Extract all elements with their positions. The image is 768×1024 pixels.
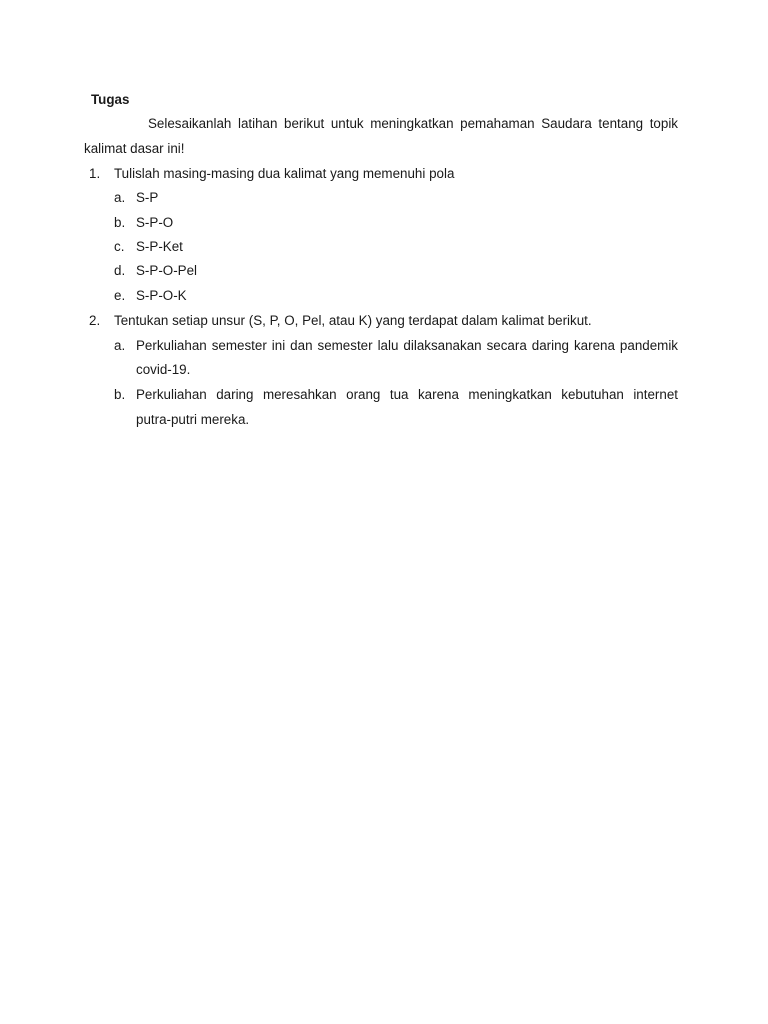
q1-item-b-text: S-P-O [136, 215, 174, 230]
q2-text: Tentukan setiap unsur (S, P, O, Pel, atau K) yang terdapat dalam kalimat berikut. [114, 313, 592, 328]
q2-item-a-line-1: Perkuliahan semester ini dan semester lalu dilaksanakan secara daring karena pandemik [136, 338, 678, 353]
q1-number: 1. [89, 166, 101, 181]
q2-item-a-label: a. [114, 338, 126, 353]
q1-item-d-text: S-P-O-Pel [136, 263, 198, 278]
q2-item-b-line-1: Perkuliahan daring meresahkan orang tua karena meningkatkan kebutuhan internet [136, 387, 678, 402]
q2-item-b-line-2: putra-putri mereka. [136, 412, 250, 427]
q1-item-b-label: b. [114, 215, 126, 230]
q1-item-d-label: d. [114, 263, 126, 278]
q1-text: Tulislah masing-masing dua kalimat yang memenuhi pola [114, 166, 455, 181]
intro-line-2: kalimat dasar ini! [84, 141, 185, 156]
intro-line-1: Selesaikanlah latihan berikut untuk meningkatkan pemahaman Saudara tentang topik [148, 116, 678, 131]
q2-item-b-label: b. [114, 387, 126, 402]
q1-item-c-label: c. [114, 239, 125, 254]
q1-item-e-label: e. [114, 288, 126, 303]
q2-item-a-line-2: covid-19. [136, 362, 191, 377]
q2-number: 2. [89, 313, 101, 328]
q1-item-e-text: S-P-O-K [136, 288, 187, 303]
page-title: Tugas [91, 92, 130, 107]
q1-item-c-text: S-P-Ket [136, 239, 183, 254]
q1-item-a-text: S-P [136, 190, 159, 205]
q1-item-a-label: a. [114, 190, 126, 205]
